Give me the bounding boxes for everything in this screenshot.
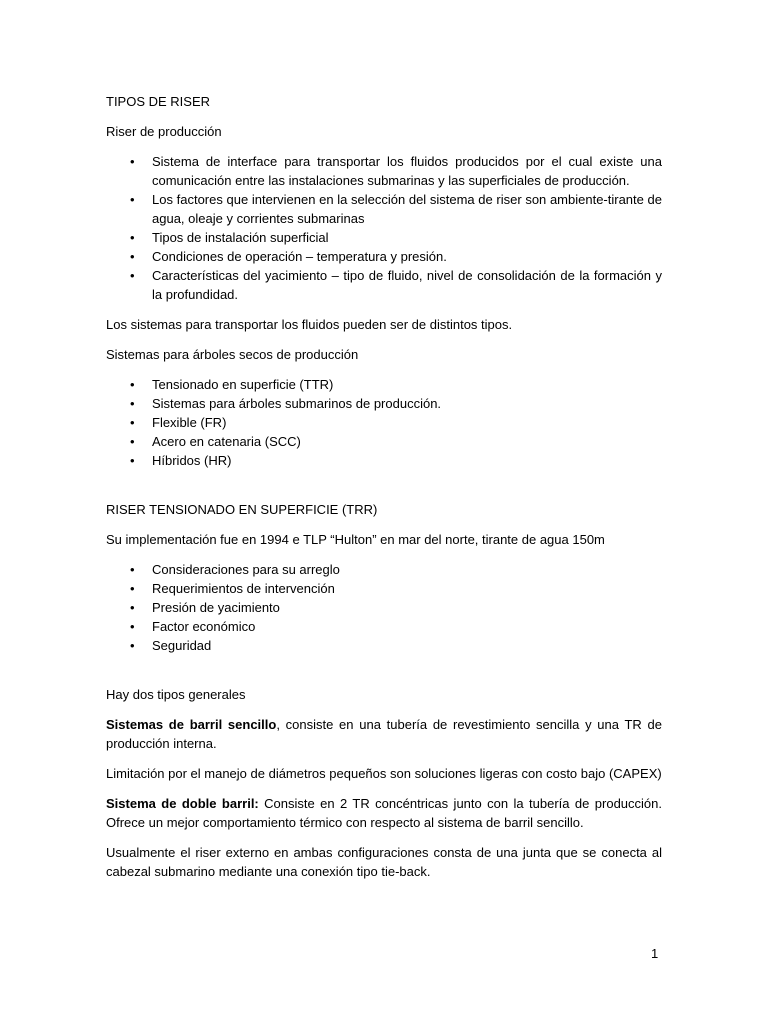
bullet-icon: • <box>130 415 135 430</box>
list-item: • Factor económico <box>130 619 256 634</box>
list-item: • Condiciones de operación – temperatura y presión. <box>130 249 447 264</box>
bullet-icon: • <box>130 154 135 169</box>
bullet-list-tipos-sistemas <box>106 375 662 470</box>
bullet-list-riser-produccion <box>106 152 662 304</box>
list-item: • Flexible (FR) <box>130 415 227 430</box>
list-item: • Consideraciones para su arreglo <box>130 562 340 577</box>
list-item: • Sistema de interface para transportar los fluidos producidos por el cual existe una comunicación entre las instalaciones submarinas y las superficiales de producción. <box>130 154 662 188</box>
paragraph-sistemas-transportar: Los sistemas para transportar los fluidos pueden ser de distintos tipos. <box>106 317 513 332</box>
term-barril-sencillo: Sistemas de barril sencillo <box>106 717 277 732</box>
bullet-icon: • <box>130 249 135 264</box>
bullet-list-consideraciones <box>106 560 662 655</box>
paragraph-implementacion: Su implementación fue en 1994 e TLP “Hulton” en mar del norte, tirante de agua 150m <box>106 532 605 547</box>
subtitle-riser-produccion: Riser de producción <box>106 124 222 139</box>
bullet-icon: • <box>130 619 135 634</box>
bullet-icon: • <box>130 230 135 245</box>
bullet-icon: • <box>130 268 135 283</box>
paragraph-limitacion: Limitación por el manejo de diámetros pequeños son soluciones ligeras con costo bajo (CAPEX) <box>106 766 662 781</box>
bullet-icon: • <box>130 396 135 411</box>
paragraph-barril-sencillo: Sistemas de barril sencillo, consiste en una tubería de revestimiento sencilla y una TR de producción interna. <box>106 717 662 751</box>
list-item: • Seguridad <box>130 638 212 653</box>
list-item: • Presión de yacimiento <box>130 600 280 615</box>
term-doble-barril: Sistema de doble barril: <box>106 796 259 811</box>
list-item: • Sistemas para árboles submarinos de producción. <box>130 396 442 411</box>
page-content <box>106 92 662 892</box>
list-item: • Características del yacimiento – tipo de fluido, nivel de consolidación de la formación y la profundidad. <box>130 268 662 302</box>
bullet-icon: • <box>130 581 135 596</box>
bullet-icon: • <box>130 377 135 392</box>
bullet-icon: • <box>130 192 135 207</box>
list-item: • Requerimientos de intervención <box>130 581 335 596</box>
paragraph-arboles-secos: Sistemas para árboles secos de producción <box>106 347 359 362</box>
bullet-icon: • <box>130 562 135 577</box>
section-title-tipos-de-riser: TIPOS DE RISER <box>106 94 211 109</box>
list-item: • Tensionado en superficie (TTR) <box>130 377 334 392</box>
paragraph-riser-externo: Usualmente el riser externo en ambas configuraciones consta de una junta que se conecta al cabezal submarino mediante una conexión tipo tie-back. <box>106 845 662 879</box>
section-title-riser-tensionado: RISER TENSIONADO EN SUPERFICIE (TRR) <box>106 502 378 517</box>
bullet-icon: • <box>130 434 135 449</box>
bullet-icon: • <box>130 600 135 615</box>
spacer <box>106 666 662 685</box>
spacer <box>106 481 662 500</box>
list-item: • Tipos de instalación superficial <box>130 230 329 245</box>
list-item: • Los factores que intervienen en la selección del sistema de riser son ambiente-tirante de agua, oleaje y corrientes submarinas <box>130 192 662 226</box>
bullet-icon: • <box>130 638 135 653</box>
paragraph-doble-barril: Sistema de doble barril: Consiste en 2 TR concéntricas junto con la tubería de producción. Ofrece un mejor comportamiento térmico con respecto al sistema de barril sencillo. <box>106 796 662 830</box>
page-number: 1 <box>651 946 659 961</box>
list-item: • Híbridos (HR) <box>130 453 232 468</box>
paragraph-dos-tipos: Hay dos tipos generales <box>106 687 246 702</box>
list-item: • Acero en catenaria (SCC) <box>130 434 301 449</box>
bullet-icon: • <box>130 453 135 468</box>
